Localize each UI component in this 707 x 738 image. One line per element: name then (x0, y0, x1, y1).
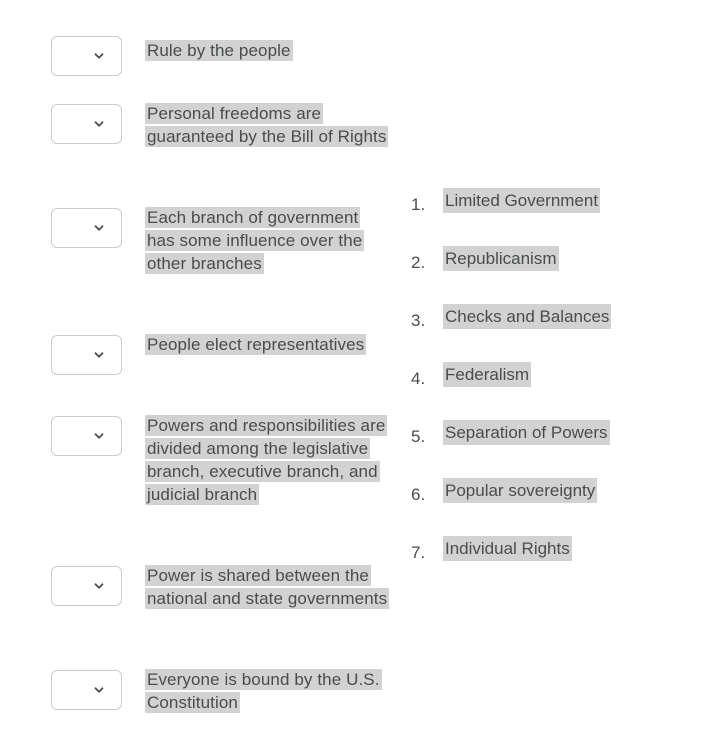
choice-label: Republicanism (443, 246, 559, 271)
chevron-down-icon (94, 350, 104, 360)
prompt-text: Personal freedoms are guaranteed by the Bill of Rights (147, 104, 387, 146)
match-select-4[interactable] (51, 335, 122, 375)
chevron-down-icon (94, 51, 104, 61)
chevron-down-icon (94, 685, 104, 695)
chevron-down-icon (94, 223, 104, 233)
choice-number: 6. (411, 485, 426, 504)
chevron-down-icon (94, 431, 104, 441)
choice-label: Federalism (443, 362, 531, 387)
choice-number: 5. (411, 427, 426, 446)
match-select-6[interactable] (51, 566, 122, 606)
prompt-text: Powers and responsibilities are divided among the legislative branch, executive branch, and judicial branch (147, 416, 386, 504)
match-select-1[interactable] (51, 36, 122, 76)
choice-label: Limited Government (443, 188, 600, 213)
choice-label: Checks and Balances (443, 304, 611, 329)
choice-label: Popular sovereignty (443, 478, 597, 503)
match-select-3[interactable] (51, 208, 122, 248)
choice-number: 3. (411, 311, 426, 330)
prompt-1 (146, 39, 390, 62)
choice-label: Separation of Powers (443, 420, 610, 445)
choice-label: Individual Rights (443, 536, 572, 561)
prompt-5 (146, 414, 390, 506)
match-select-5[interactable] (51, 416, 122, 456)
prompt-7 (146, 668, 390, 714)
choice-number: 2. (411, 253, 426, 272)
prompt-6 (146, 564, 390, 610)
prompt-text: Everyone is bound by the U.S. Constitution (147, 670, 380, 712)
prompt-text: People elect representatives (147, 335, 365, 354)
match-select-7[interactable] (51, 670, 122, 710)
prompt-text: Power is shared between the national and state governments (147, 566, 388, 608)
match-select-2[interactable] (51, 104, 122, 144)
prompt-text: Each branch of government has some influence over the other branches (147, 208, 363, 273)
choice-number: 7. (411, 543, 426, 562)
choice-number: 4. (411, 369, 426, 388)
prompt-2 (146, 102, 390, 148)
chevron-down-icon (94, 119, 104, 129)
chevron-down-icon (94, 581, 104, 591)
choice-number: 1. (411, 195, 426, 214)
prompt-text: Rule by the people (147, 41, 291, 60)
prompt-4 (146, 333, 390, 356)
prompt-3 (146, 206, 390, 275)
